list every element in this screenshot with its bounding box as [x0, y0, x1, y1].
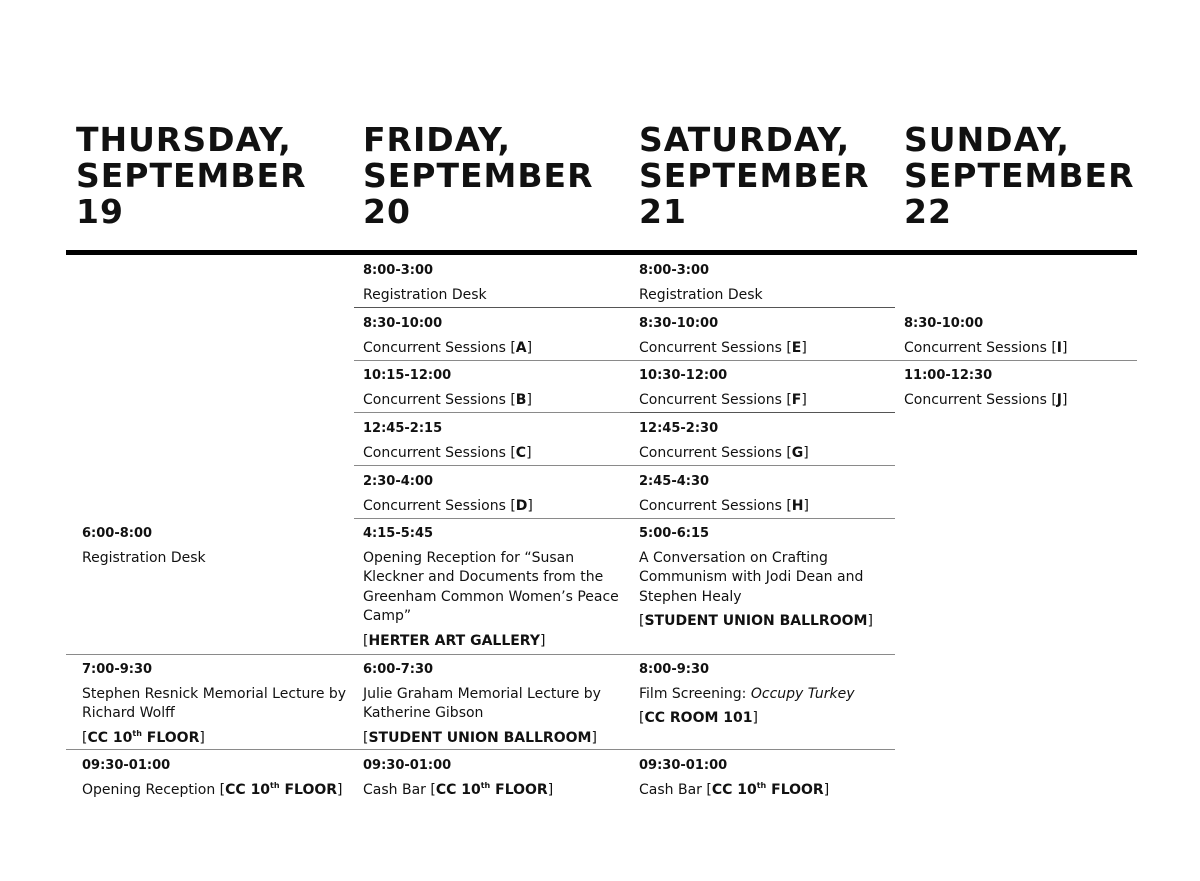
bracket: ] — [527, 497, 533, 514]
session-code: C — [515, 444, 527, 461]
session-code: D — [515, 497, 528, 514]
ordinal-suffix: th — [270, 780, 280, 790]
session-code: A — [515, 339, 527, 356]
bracket: ] — [526, 391, 532, 408]
description-text: Concurrent Sessions [ — [639, 497, 792, 514]
slot-description — [363, 444, 623, 464]
location-floor: FLOOR — [141, 729, 200, 746]
session-code: J — [1056, 391, 1063, 408]
slot-location — [82, 729, 347, 749]
thursday-slot-opening-reception — [82, 756, 354, 800]
row-divider — [354, 518, 895, 519]
slot-description — [82, 781, 354, 801]
slot-time: 09:30-01:00 — [363, 758, 452, 773]
saturday-slot-conversation — [639, 524, 889, 632]
friday-slot-opening-reception — [363, 524, 625, 651]
bracket: ] — [1062, 339, 1068, 356]
slot-time: 8:00-3:00 — [639, 263, 710, 278]
friday-slot-cash-bar — [363, 756, 625, 800]
saturday-slot-registration — [639, 261, 889, 305]
slot-time: 5:00-6:15 — [639, 526, 710, 541]
slot-description: Registration Desk — [639, 286, 763, 303]
slot-time: 8:30-10:00 — [639, 316, 719, 331]
saturday-slot-sessions-h — [639, 472, 889, 516]
friday-slot-sessions-d — [363, 472, 623, 516]
slot-time: 6:00-7:30 — [363, 662, 434, 677]
day-month: SEPTEMBER — [639, 156, 870, 195]
bracket: ] — [591, 729, 597, 746]
friday-slot-registration — [363, 261, 623, 305]
description-text: Concurrent Sessions [ — [904, 339, 1057, 356]
day-month: SEPTEMBER — [76, 156, 307, 195]
bracket: ] — [547, 781, 554, 798]
slot-description — [639, 339, 889, 359]
bracket: ] — [801, 391, 807, 408]
slot-time: 8:00-9:30 — [639, 662, 710, 677]
slot-time: 4:15-5:45 — [363, 526, 434, 541]
session-code: G — [791, 444, 804, 461]
header-rule — [66, 250, 1137, 255]
location-name: CC 10 — [711, 781, 757, 798]
friday-slot-graham-lecture — [363, 660, 625, 748]
description-text: Concurrent Sessions [ — [904, 391, 1057, 408]
row-divider — [630, 412, 895, 413]
bracket: ] — [752, 710, 758, 726]
location-name: STUDENT UNION BALLROOM — [368, 729, 592, 746]
saturday-slot-cash-bar — [639, 756, 891, 800]
slot-time: 12:45-2:30 — [639, 421, 719, 436]
description-text: Concurrent Sessions [ — [363, 339, 516, 356]
session-code: H — [791, 497, 804, 514]
slot-location — [363, 729, 625, 749]
ordinal-suffix: th — [132, 728, 142, 738]
description-text: Film Screening: — [639, 685, 751, 702]
slot-description: Julie Graham Memorial Lecture by Katherine Gibson — [363, 685, 601, 721]
slot-time: 11:00-12:30 — [904, 368, 993, 383]
slot-description — [363, 339, 623, 359]
slot-description — [639, 781, 891, 801]
slot-time: 09:30-01:00 — [82, 758, 171, 773]
location-floor: FLOOR — [279, 781, 338, 798]
saturday-slot-film-screening — [639, 660, 889, 729]
saturday-slot-sessions-f — [639, 366, 889, 410]
bracket: ] — [823, 781, 830, 798]
location-name: HERTER ART GALLERY — [368, 632, 540, 649]
slot-location — [639, 612, 889, 632]
row-divider — [354, 360, 1137, 361]
slot-description: Opening Reception for “Susan Kleckner and Documents from the Greenham Common Women’s Peace Camp” — [363, 549, 619, 624]
thursday-slot-registration — [82, 524, 347, 568]
bracket: ] — [199, 729, 205, 746]
session-code: E — [791, 339, 802, 356]
slot-description — [639, 444, 889, 464]
friday-slot-sessions-a — [363, 314, 623, 358]
slot-description — [363, 781, 625, 801]
row-divider — [66, 654, 895, 655]
bracket: ] — [539, 632, 546, 649]
location-name: STUDENT UNION BALLROOM — [644, 613, 868, 629]
bracket: ] — [803, 497, 809, 514]
slot-description — [639, 685, 889, 705]
slot-time: 12:45-2:15 — [363, 421, 443, 436]
day-weekday: FRIDAY, — [363, 120, 511, 159]
friday-slot-sessions-c — [363, 419, 623, 463]
location-name: CC ROOM 101 — [644, 710, 753, 726]
location-name: CC 10 — [87, 729, 133, 746]
session-code: B — [515, 391, 527, 408]
day-header-friday — [363, 122, 594, 230]
description-text: Concurrent Sessions [ — [363, 391, 516, 408]
slot-time: 7:00-9:30 — [82, 662, 153, 677]
slot-time: 6:00-8:00 — [82, 526, 153, 541]
slot-time: 8:30-10:00 — [363, 316, 443, 331]
slot-description: Registration Desk — [363, 286, 487, 303]
ordinal-suffix: th — [756, 780, 767, 790]
day-date: 21 — [639, 192, 687, 231]
description-text: Concurrent Sessions [ — [639, 339, 792, 356]
slot-description — [639, 391, 889, 411]
slot-time: 2:45-4:30 — [639, 474, 710, 489]
day-month: SEPTEMBER — [904, 156, 1135, 195]
row-divider — [354, 307, 895, 308]
bracket: [ — [363, 632, 369, 649]
film-title: Occupy Turkey — [750, 685, 855, 702]
slot-time: 10:15-12:00 — [363, 368, 452, 383]
day-weekday: SATURDAY, — [639, 120, 851, 159]
description-text: Cash Bar [ — [363, 781, 436, 798]
row-divider — [66, 749, 895, 750]
slot-location — [639, 709, 889, 729]
bracket: [ — [639, 710, 645, 726]
description-text: Concurrent Sessions [ — [363, 444, 516, 461]
slot-time: 8:00-3:00 — [363, 263, 434, 278]
location-floor: FLOOR — [766, 781, 824, 798]
row-divider — [354, 412, 630, 413]
description-text: Concurrent Sessions [ — [363, 497, 516, 514]
slot-description — [363, 497, 623, 517]
slot-time: 8:30-10:00 — [904, 316, 984, 331]
slot-description — [639, 497, 889, 517]
slot-time: 09:30-01:00 — [639, 758, 728, 773]
day-header-sunday — [904, 122, 1135, 230]
description-text: Opening Reception [ — [82, 781, 226, 798]
slot-description: A Conversation on Crafting Communism with Jodi Dean and Stephen Healy — [639, 549, 864, 605]
sunday-slot-sessions-i — [904, 314, 1134, 358]
session-code: I — [1056, 339, 1063, 356]
description-text: Concurrent Sessions [ — [639, 444, 792, 461]
description-text: Cash Bar [ — [639, 781, 712, 798]
bracket: [ — [639, 613, 645, 629]
day-date: 19 — [76, 192, 124, 231]
day-date: 22 — [904, 192, 952, 231]
friday-slot-sessions-b — [363, 366, 623, 410]
bracket: [ — [363, 729, 369, 746]
slot-description — [363, 391, 623, 411]
location-name: CC 10 — [225, 781, 271, 798]
saturday-slot-sessions-e — [639, 314, 889, 358]
location-floor: FLOOR — [490, 781, 548, 798]
bracket: ] — [801, 339, 807, 356]
sunday-slot-sessions-j — [904, 366, 1134, 410]
saturday-slot-sessions-g — [639, 419, 889, 463]
thursday-slot-resnick-lecture — [82, 660, 347, 748]
bracket: ] — [867, 613, 873, 629]
day-month: SEPTEMBER — [363, 156, 594, 195]
slot-description: Stephen Resnick Memorial Lecture by Richard Wolff — [82, 685, 347, 721]
bracket: [ — [82, 729, 88, 746]
day-header-saturday — [639, 122, 870, 230]
day-weekday: SUNDAY, — [904, 120, 1070, 159]
description-text: Concurrent Sessions [ — [639, 391, 792, 408]
bracket: ] — [803, 444, 809, 461]
slot-description — [904, 391, 1134, 411]
slot-time: 2:30-4:00 — [363, 474, 434, 489]
day-date: 20 — [363, 192, 411, 231]
session-code: F — [791, 391, 802, 408]
ordinal-suffix: th — [480, 780, 491, 790]
bracket: ] — [337, 781, 343, 798]
slot-location — [363, 632, 625, 652]
location-name: CC 10 — [435, 781, 481, 798]
slot-description — [904, 339, 1134, 359]
bracket: ] — [526, 444, 532, 461]
bracket: ] — [526, 339, 533, 356]
slot-time: 10:30-12:00 — [639, 368, 728, 383]
day-header-thursday — [76, 122, 307, 230]
day-weekday: THURSDAY, — [76, 120, 292, 159]
bracket: ] — [1062, 391, 1068, 408]
slot-description: Registration Desk — [82, 549, 206, 566]
row-divider — [354, 465, 895, 466]
